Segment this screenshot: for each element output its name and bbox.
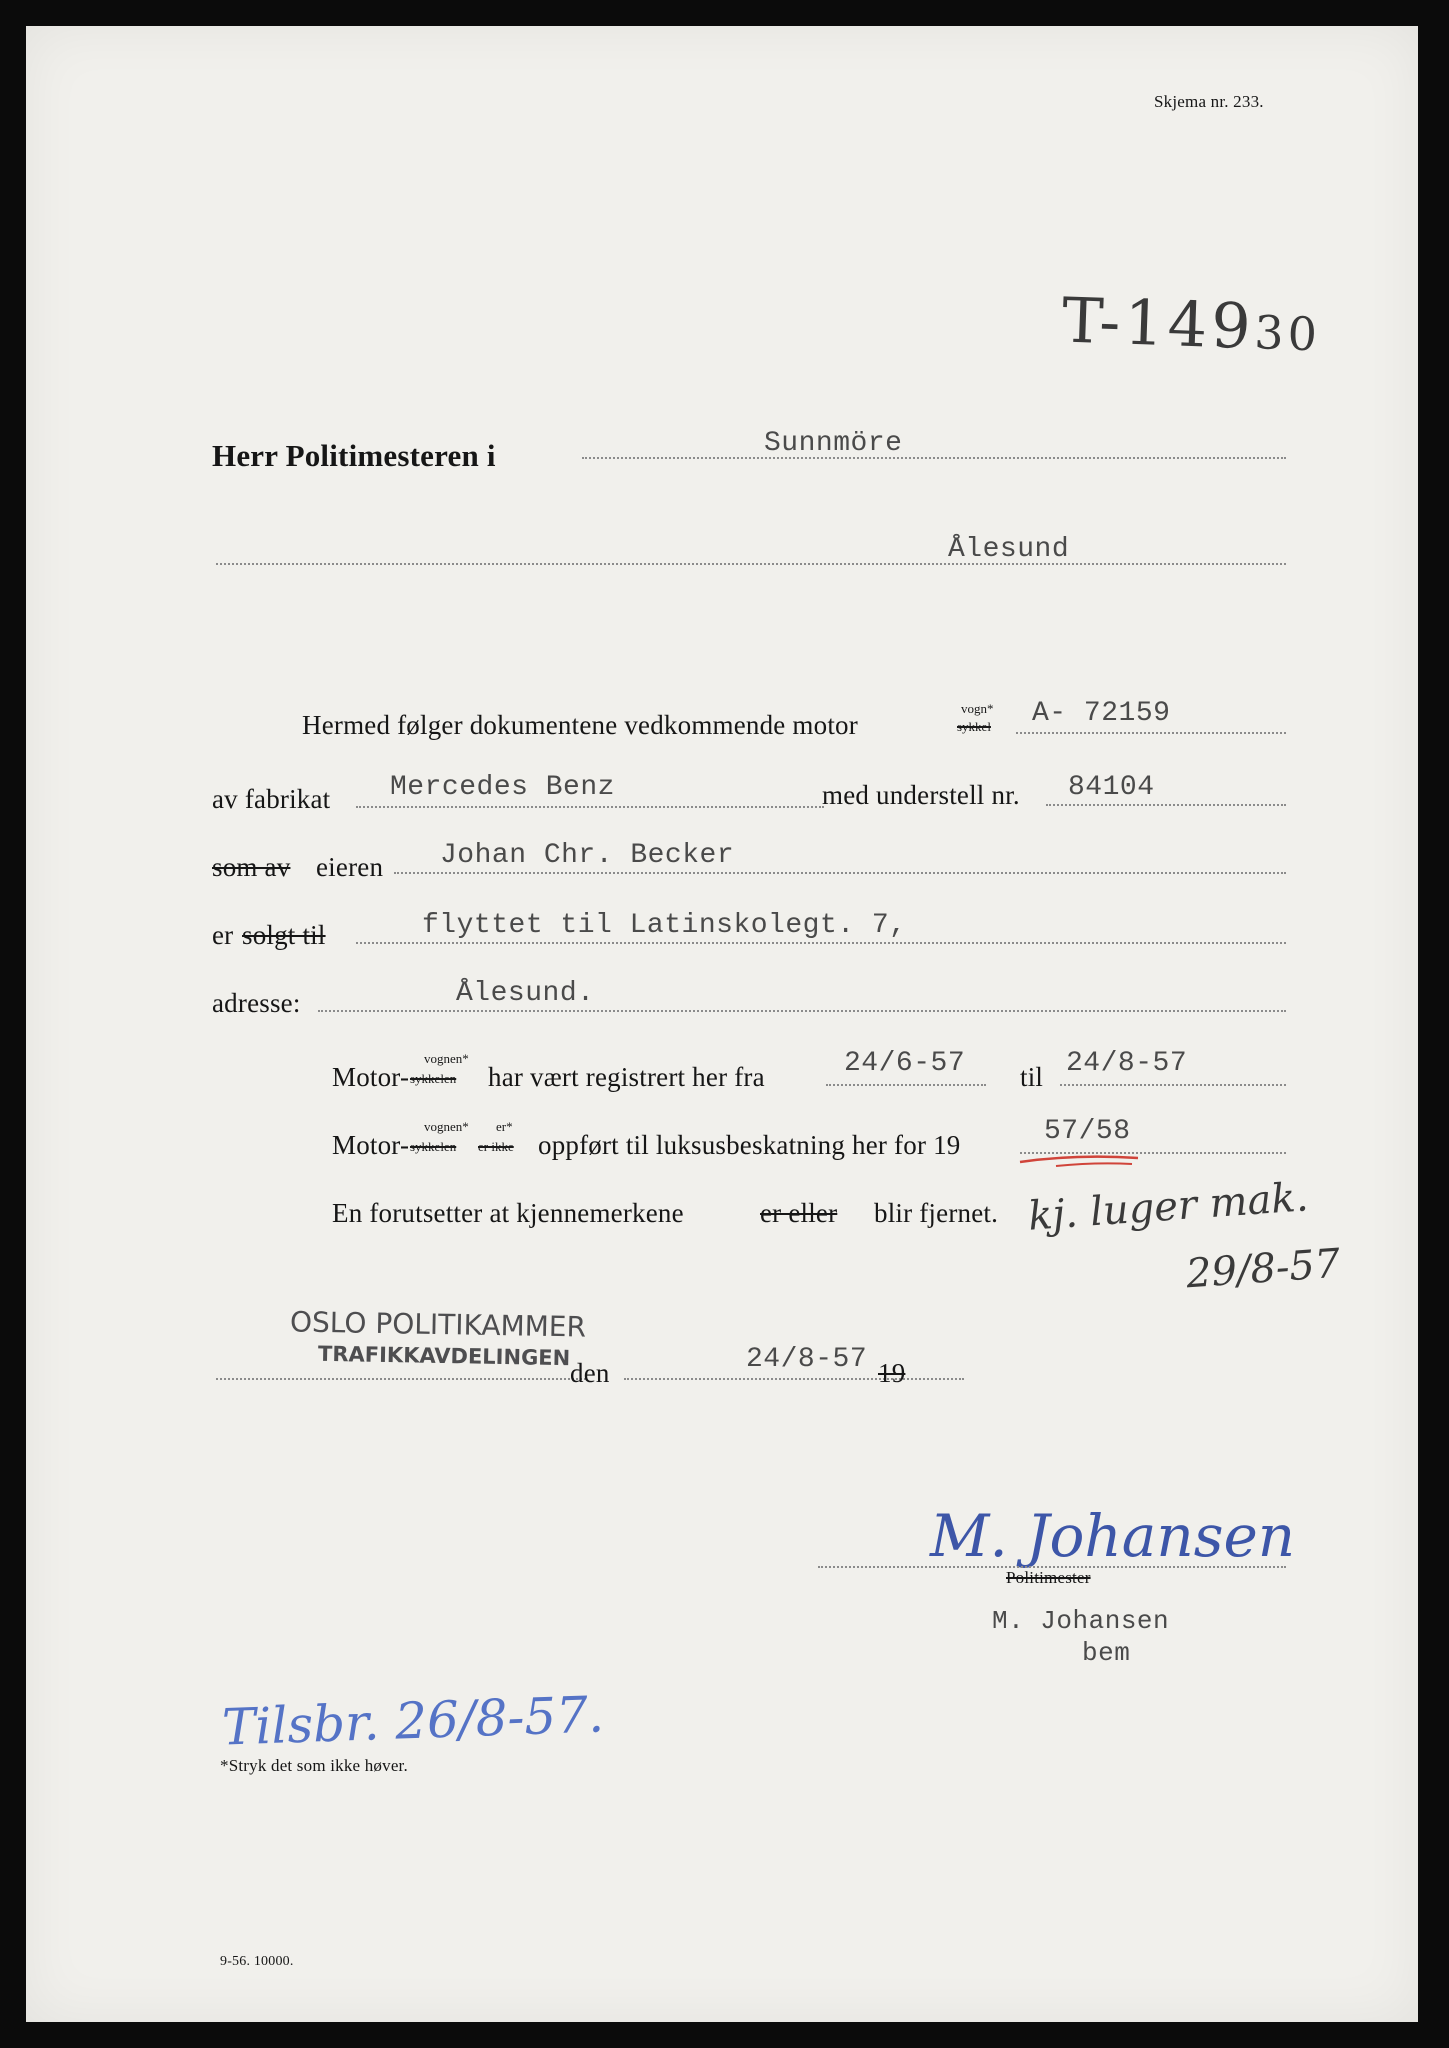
handwritten-margin-note: kj. luger mak. (1026, 1174, 1310, 1240)
typed-signatory-suffix: bem (1082, 1638, 1131, 1668)
reg-number-line (1016, 732, 1286, 734)
district-line (582, 457, 1286, 459)
chassis-label: med understell nr. (822, 780, 1020, 810)
footnote: *Stryk det som ikke høver. (220, 1756, 408, 1775)
buyer-line (356, 942, 1286, 944)
politimester-struck: Politimester (1006, 1568, 1091, 1587)
moved-note: flyttet til Latinskolegt. 7, (422, 910, 907, 941)
vehicle-intro: Hermed følger dokumentene vedkommende motor (302, 710, 858, 740)
address-value: Ålesund. (456, 978, 595, 1009)
registration-text: har vært registrert her fra (488, 1062, 765, 1092)
vehicle-type-option-vogn: vogn* (961, 701, 994, 716)
owner-label: eieren (316, 852, 384, 882)
chassis-value: 84104 (1068, 772, 1155, 803)
red-underline-mark (1016, 1144, 1146, 1174)
plates-text: En forutsetter at kjennemerkene (332, 1198, 684, 1228)
document-page (26, 26, 1418, 2022)
owner-name: Johan Chr. Becker (440, 840, 735, 871)
tax-opt-sykkelen: sykkelen (410, 1139, 457, 1154)
make-line (356, 806, 824, 808)
tax-opt-er: er* (496, 1119, 513, 1134)
issue-date: 24/8-57 (746, 1344, 868, 1375)
handwritten-margin-date: 29/8-57 (1184, 1240, 1342, 1298)
make-value: Mercedes Benz (390, 772, 615, 803)
vehicle-type-option-sykkel: sykkel (957, 719, 991, 734)
archive-reference: T-14930 (1060, 283, 1322, 364)
tax-text: oppført til luksusbeskatning her for 19 (538, 1130, 961, 1160)
stamp-line (216, 1378, 586, 1380)
til-label: til (1020, 1062, 1044, 1092)
issue-date-line (624, 1378, 964, 1380)
print-code: 9-56. 10000. (220, 1954, 294, 1969)
city-line (216, 563, 1286, 565)
year-prefix-struck: 19 (878, 1358, 906, 1388)
address-line (318, 1010, 1286, 1012)
city-value: Ålesund (948, 534, 1070, 565)
registered-to: 24/8-57 (1066, 1048, 1188, 1079)
district-value: Sunnmöre (764, 428, 903, 459)
stamp-line-1: OSLO POLITIKAMMER (289, 1305, 587, 1344)
er-eller-struck: er eller (760, 1198, 838, 1228)
registration-opt-vognen: vognen* (424, 1051, 469, 1066)
chassis-line (1046, 804, 1286, 806)
to-line (1060, 1084, 1286, 1086)
stamp-line-2: TRAFIKKAVDELINGEN (317, 1341, 571, 1371)
blue-handwritten-annotation: Tilsbr. 26/8-57. (221, 1685, 605, 1757)
tax-opt-vognen: vognen* (424, 1119, 469, 1134)
tax-opt-er-ikke: er ikke (478, 1139, 514, 1154)
den-label: den (570, 1358, 610, 1388)
from-line (826, 1084, 986, 1086)
som-av-struck: som av (212, 852, 291, 882)
make-label: av fabrikat (212, 784, 331, 814)
address-label: adresse: (212, 988, 301, 1018)
tax-motor: Motor- (332, 1130, 410, 1160)
owner-line (394, 872, 1286, 874)
tax-year: 57/58 (1044, 1116, 1131, 1147)
recipient-heading: Herr Politimesteren i (212, 438, 496, 473)
typed-signatory: M. Johansen (992, 1606, 1170, 1636)
plates-end: blir fjernet. (874, 1198, 999, 1228)
handwritten-signature: M. Johansen (930, 1502, 1296, 1570)
form-number: Skjema nr. 233. (1154, 92, 1264, 111)
registration-number: A- 72159 (1032, 698, 1171, 729)
solgt-til-struck: solgt til (242, 920, 326, 950)
registration-opt-sykkelen: sykkelen (410, 1071, 457, 1086)
registered-from: 24/6-57 (844, 1048, 966, 1079)
registration-motor: Motor- (332, 1062, 410, 1092)
er-label: er (212, 920, 234, 950)
